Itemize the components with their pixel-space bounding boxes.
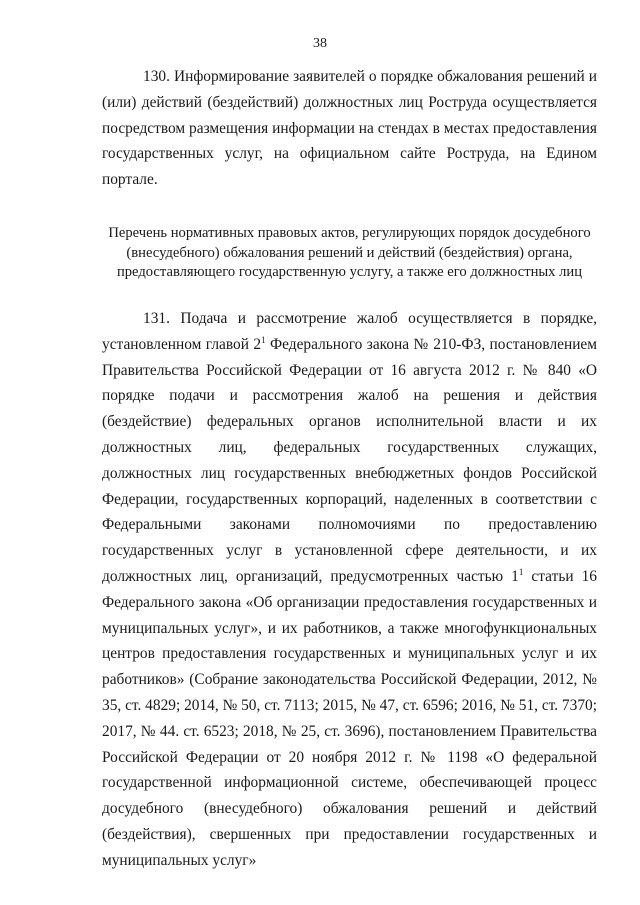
paragraph-131-part3: статьи 16 Федерального закона «Об организации предоставления государственных и муниципальных услуг», и их работников, а также многофункциональных центров предоставления государственных и муниципальных услуг и их работников» (Собрание законодательства Российской Федерации, 2012, № 35, ст. 4829; 2014, № 50, ст. 7113; 2015, № 47, ст. 6596; 2016, № 51, ст. 7370; 2017, № 44. ст. 6523; 2018, № 25, ст. 3696), постановлением Правительства Российской Федерации от 20 ноября 2012 г. № 1198 «О федеральной государственной информационной системе, обеспечивающей процесс досудебного (внесудебного) обжалования решений и действий (бездействия), свершенных при предоставлении государственных и муниципальных услуг» <box>102 567 597 869</box>
section-heading: Перечень нормативных правовых актов, регулирующих порядок досудебного (внесудебного) обжалования решений и действий (бездействия) органа, предоставляющего государственную услугу, а также его должностных лиц <box>108 225 591 281</box>
page-number: 38 <box>313 36 327 51</box>
paragraph-131-part1: 131. Подача и рассмотрение жалоб осуществляется в порядке, установленном главой 2 <box>102 310 597 353</box>
superscript-chapter: 1 <box>261 334 266 345</box>
paragraph-131-part2: Федерального закона № 210-ФЗ, постановлением Правительства Российской Федерации от 16 августа 2012 г. № 840 «О порядке подачи и рассмотрения жалоб на решения и действия (бездействие) федеральных органов исполнительной власти и их должностных лиц, федеральных государственных служащих, должностных лиц государственных внебюджетных фондов Российской Федерации, государственных корпораций, наделенных в соответствии с Федеральными законами полномочиями по предоставлению государственных услуг в установленной сфере деятельности, и их должностных лиц, организаций, предусмотренных частью 1 <box>102 335 597 585</box>
superscript-part: 1 <box>518 566 524 577</box>
paragraph-131 <box>102 306 597 874</box>
paragraph-130: 130. Информирование заявителей о порядке обжалования решений и (или) действий (бездействий) должностных лиц Роструда осуществляется посредством размещения информации на стендах в местах предоставления государственных услуг, на официальном сайте Роструда, на Едином портале. <box>102 68 597 189</box>
